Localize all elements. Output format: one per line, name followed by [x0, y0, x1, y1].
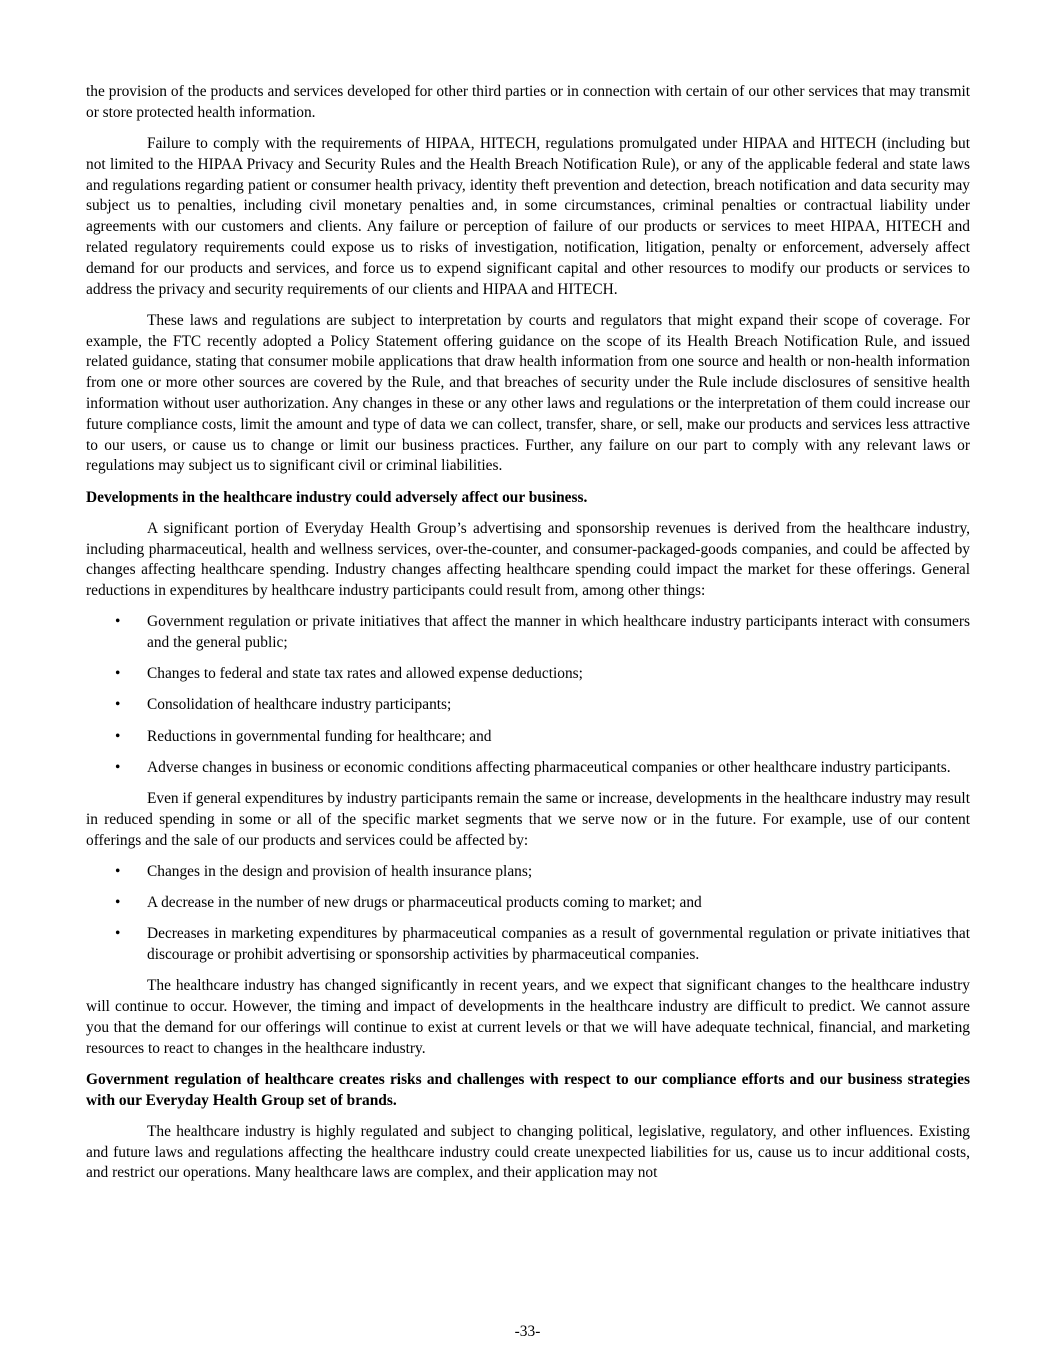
bullet-glyph: •: [115, 613, 121, 631]
paragraph-reduced-spending: Even if general expenditures by industry participants remain the same or increase, developments in the healthcare industry may result in reduced spending in some or all of the specific market segments that we serve now or in the future. For example, use of our content offerings and the sale of our products and services could be affected by:: [86, 790, 970, 849]
bullet-glyph: •: [115, 696, 121, 714]
paragraph-laws-interpretation: These laws and regulations are subject to interpretation by courts and regulators that might expand their scope of coverage. For example, the FTC recently adopted a Policy Statement offering guidance on the scope of its Health Breach Notification Rule, and issued related guidance, stating that consumer mobile applications that draw health information from one source and health or non-health information from one or more other sources are covered by the Rule, and that breaches of security under the Rule include disclosures of sensitive health information without user authorization. Any changes in these or any other laws and regulations or the interpretation of them could increase our future compliance costs, limit the amount and type of data we can collect, transfer, share, or sell, make our products and services less attractive to our users, or cause us to change or limit our business practices. Further, any failure on our part to comply with any relevant laws or regulations may subject us to significant civil or criminal liabilities.: [86, 311, 970, 475]
paragraph-hipaa-compliance: Failure to comply with the requirements of HIPAA, HITECH, regulations promulgated under HIPAA and HITECH (including but not limited to the HIPAA Privacy and Security Rules and the Health Breach Notification Rule), or any of the applicable federal and state laws and regulations regarding patient or consumer health privacy, identity theft prevention and detection, breach notification and data security may subject us to penalties, including civil monetary penalties and, in some circumstances, criminal penalties or contractual liability under agreements with our customers and clients. Any failure or perception of failure of our products or services to meet HIPAA, HITECH and related regulatory requirements could expose us to risks of investigation, notification, litigation, penalty or enforcement, adversely affect demand for our products and services, and force us to expend significant capital and other resources to modify our products or services to address the privacy and security requirements of our clients and HIPAA and HITECH.: [86, 134, 970, 298]
paragraph-highly-regulated: The healthcare industry is highly regulated and subject to changing political, legislative, regulatory, and other influences. Existing and future laws and regulations affecting the healthcare industry could create unexpected liabilities for us, cause us to incur additional costs, and restrict our operations. Many healthcare laws are complex, and their application may not: [86, 1122, 970, 1182]
list-item: [86, 727, 970, 748]
paragraph-advertising-revenue: A significant portion of Everyday Health Group’s advertising and sponsorship revenues is derived from the healthcare industry, including pharmaceutical, health and wellness services, over-the-counter, and consumer-packaged-goods companies, and could be affected by changes affecting healthcare spending. Industry changes affecting healthcare spending could impact the market for these offerings. General reductions in expenditures by healthcare industry participants could result from, among other things:: [86, 519, 970, 600]
list-item-text: Changes to federal and state tax rates and allowed expense deductions;: [147, 665, 583, 683]
list-item: [86, 758, 970, 779]
bullet-list-affecting-factors: [86, 862, 970, 966]
bullet-glyph: •: [115, 925, 121, 943]
section-heading-government-regulation: Government regulation of healthcare creates risks and challenges with respect to our compliance efforts and our business strategies with our Everyday Health Group set of brands.: [86, 1070, 970, 1109]
bullet-glyph: •: [115, 758, 121, 776]
list-item: [86, 862, 970, 883]
bullet-glyph: •: [115, 665, 121, 683]
bullet-glyph: •: [115, 893, 121, 911]
list-item-text: Changes in the design and provision of health insurance plans;: [147, 862, 533, 880]
list-item: [86, 695, 970, 716]
bullet-glyph: •: [115, 862, 121, 880]
paragraph-continuation: the provision of the products and services developed for other third parties or in connection with certain of our other services that may transmit or store protected health information.: [86, 83, 970, 121]
document-page: [86, 82, 970, 1195]
list-item: [86, 664, 970, 685]
list-item: [86, 612, 970, 654]
list-item-text: Decreases in marketing expenditures by pharmaceutical companies as a result of governmental regulation or private initiatives that discourage or prohibit advertising or sponsorship activities by pharmaceutical companies.: [147, 925, 970, 963]
list-item: [86, 924, 970, 966]
list-item-text: Reductions in governmental funding for healthcare; and: [147, 727, 492, 745]
paragraph-industry-changes: The healthcare industry has changed significantly in recent years, and we expect that significant changes to the healthcare industry will continue to occur. However, the timing and impact of developments in the healthcare industry are difficult to predict. We cannot assure you that the demand for our offerings will continue to exist at current levels or that we will have adequate technical, financial, and marketing resources to react to changes in the healthcare industry.: [86, 977, 970, 1057]
list-item-text: A decrease in the number of new drugs or pharmaceutical products coming to market; and: [147, 893, 702, 911]
list-item-text: Consolidation of healthcare industry participants;: [147, 696, 452, 714]
list-item-text: Adverse changes in business or economic conditions affecting pharmaceutical companies or other healthcare industry participants.: [147, 758, 951, 776]
section-heading-healthcare-developments: Developments in the healthcare industry could adversely affect our business.: [86, 488, 588, 506]
bullet-list-expenditure-reductions: [86, 612, 970, 778]
bullet-glyph: •: [115, 727, 121, 745]
list-item: [86, 893, 970, 914]
page-number: -33-: [514, 1323, 541, 1340]
list-item-text: Government regulation or private initiatives that affect the manner in which healthcare industry participants interact with consumers and the general public;: [147, 613, 970, 652]
